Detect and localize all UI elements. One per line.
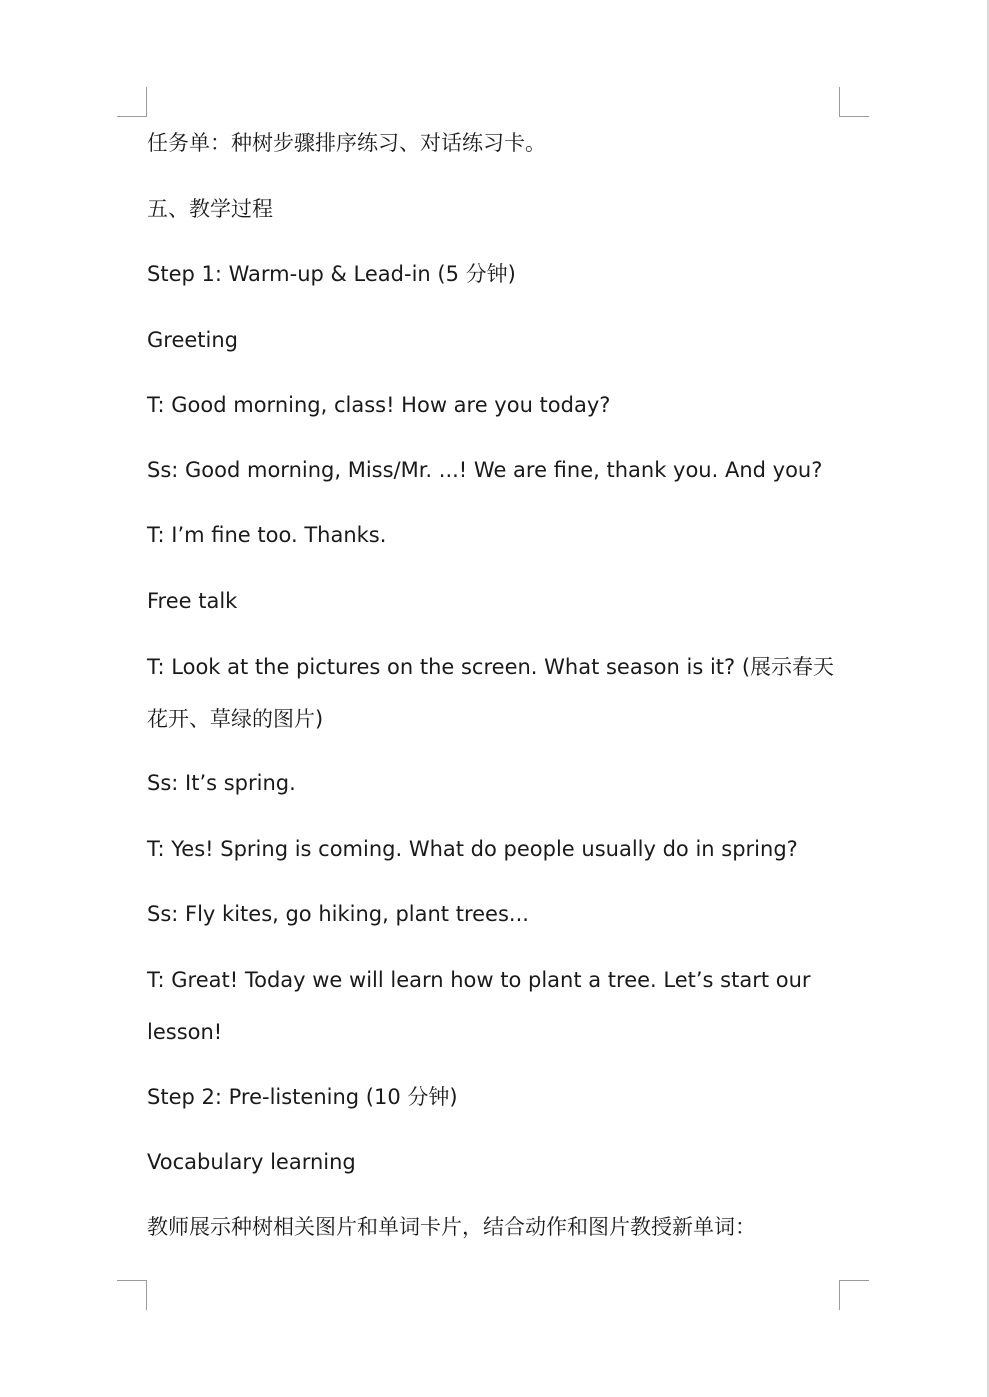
- dialogue-line: T: Yes! Spring is coming. What do people usually do in spring?: [147, 837, 798, 861]
- instruction-line: 教师展示种树相关图片和单词卡片，结合动作和图片教授新单词：: [147, 1215, 756, 1239]
- dialogue-line: Ss: Good morning, Miss/Mr. ...! We are fine, thank you. And you?: [147, 458, 823, 482]
- task-sheet-line: 任务单：种树步骤排序练习、对话练习卡。: [147, 131, 546, 155]
- crop-mark-top-left: [117, 87, 147, 117]
- dialogue-line: T: I’m fine too. Thanks.: [147, 523, 387, 547]
- crop-mark-bottom-left: [117, 1280, 147, 1310]
- dialogue-line: Ss: It’s spring.: [147, 771, 296, 795]
- crop-mark-top-right: [839, 87, 869, 117]
- step-2-heading: Step 2: Pre-listening (10 分钟): [147, 1085, 458, 1109]
- dialogue-line: T: Good morning, class! How are you today?: [147, 393, 611, 417]
- step-1-heading: Step 1: Warm-up & Lead-in (5 分钟): [147, 262, 516, 286]
- vocabulary-subheading: Vocabulary learning: [147, 1150, 356, 1174]
- greeting-subheading: Greeting: [147, 328, 238, 352]
- section-heading: 五、教学过程: [147, 197, 273, 221]
- crop-mark-bottom-right: [839, 1280, 869, 1310]
- dialogue-paragraph: T: Great! Today we will learn how to plant a tree. Let’s start our lesson!: [147, 968, 811, 1044]
- dialogue-paragraph: T: Look at the pictures on the screen. What season is it? (展示春天花开、草绿的图片): [147, 655, 835, 731]
- dialogue-line: Ss: Fly kites, go hiking, plant trees...: [147, 902, 529, 926]
- free-talk-subheading: Free talk: [147, 589, 238, 613]
